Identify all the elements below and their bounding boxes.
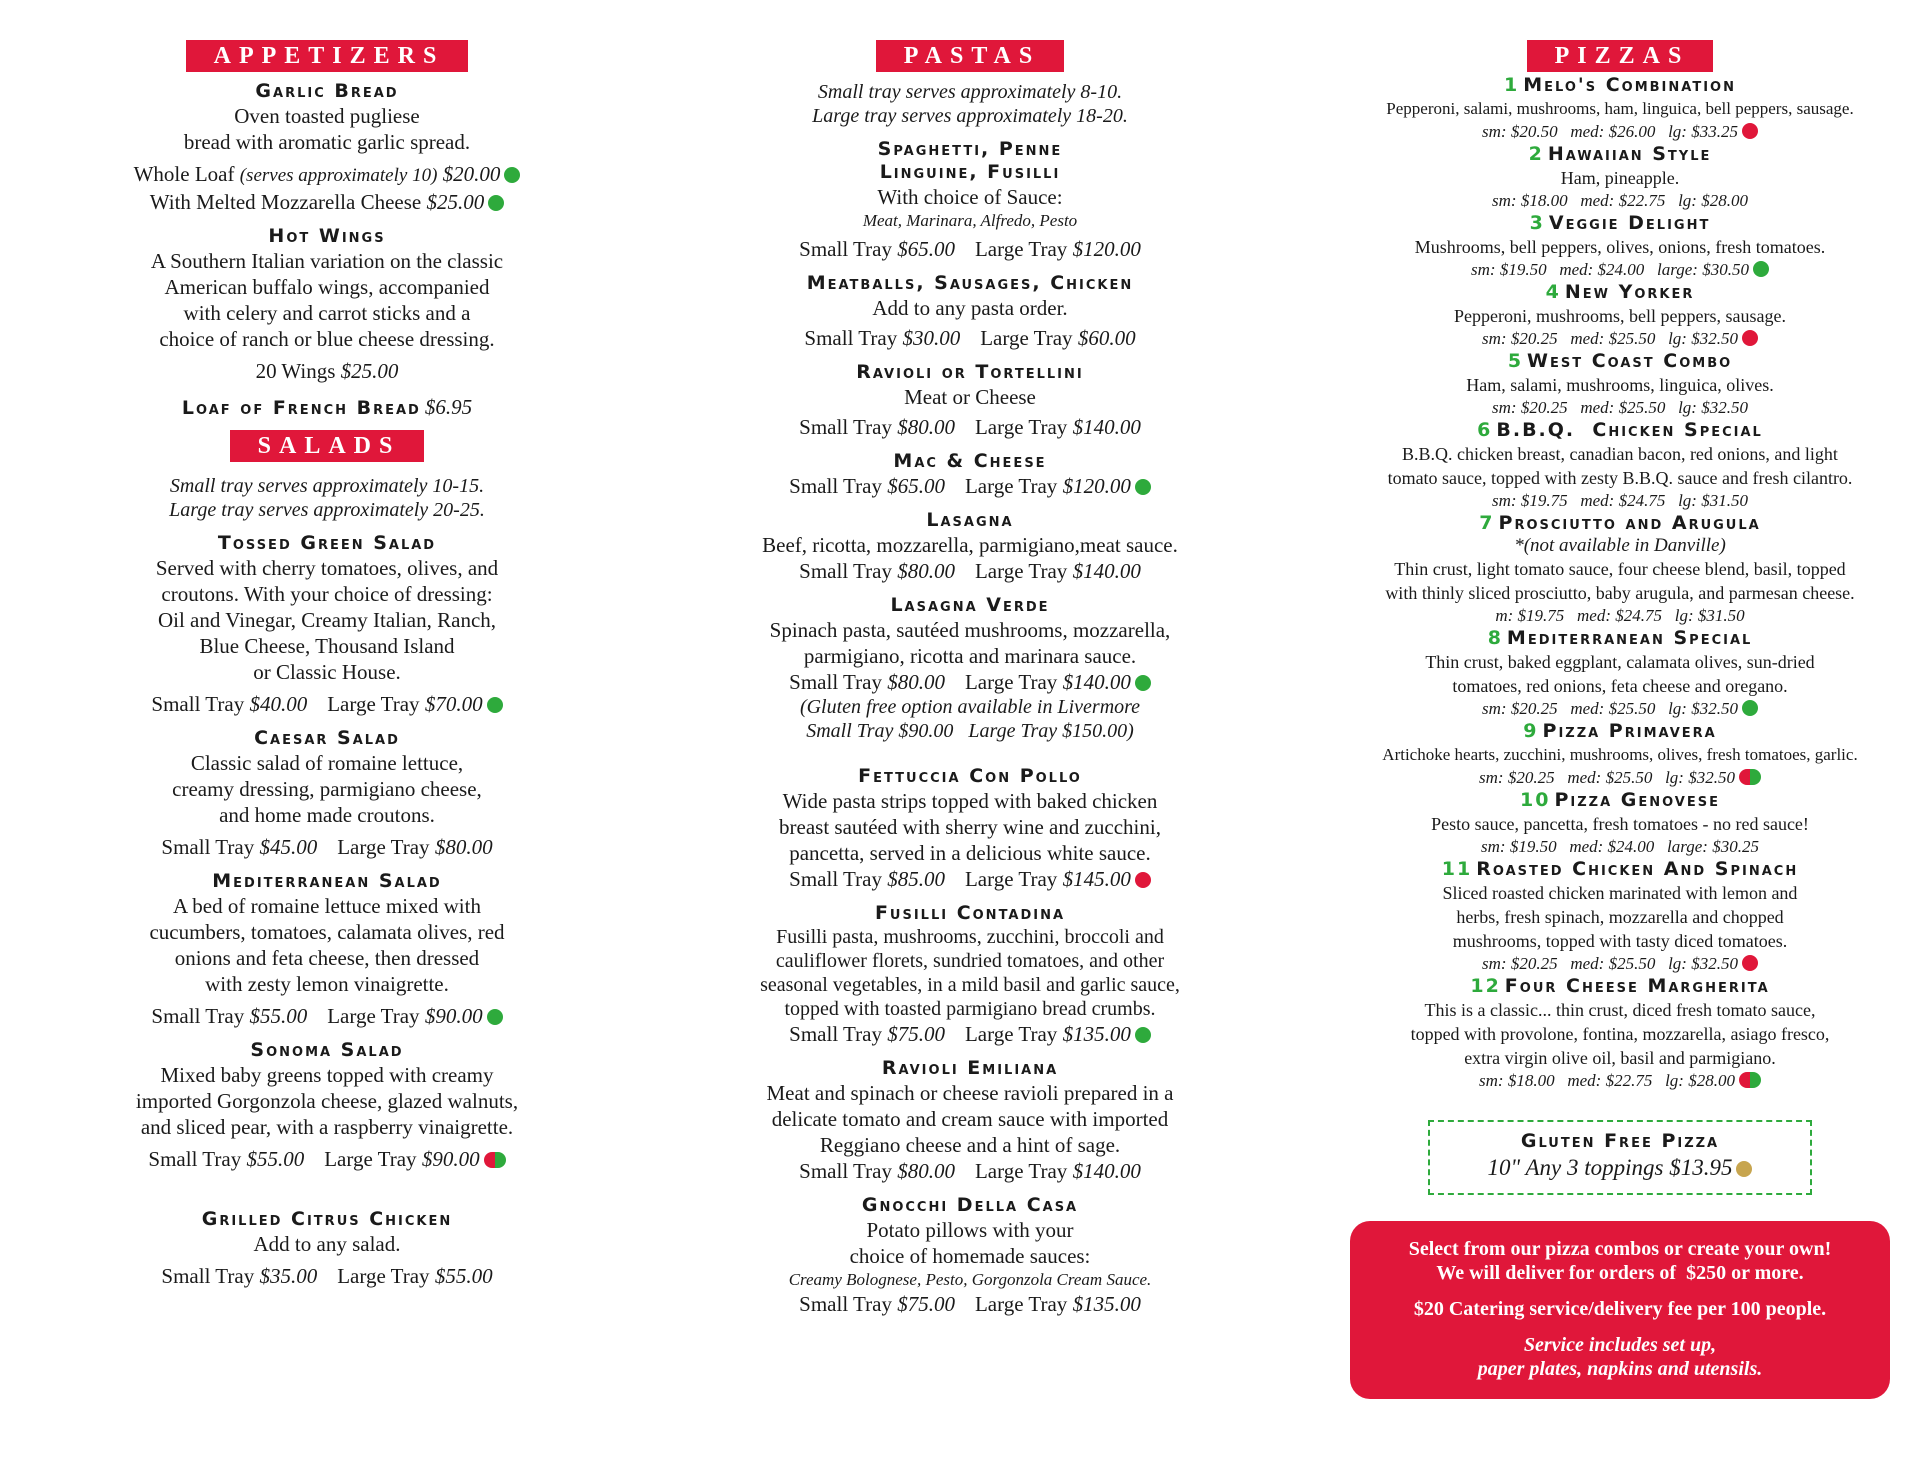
menu-item-lasagna [720,509,1220,584]
red-green-dot-icon [1739,1072,1761,1088]
menu-item-lasagna-verde [720,594,1220,743]
large-tray-label: Large Tray [964,867,1058,891]
item-title: Mac & Cheese [893,450,1047,472]
price-value: $140.00 [1072,559,1141,583]
price-value: $120.00 [1072,237,1141,261]
price-value: $70.00 [424,692,483,716]
pizza-item-11 [1350,858,1890,975]
price-value: $90.00 [421,1147,480,1171]
large-tray-label: Large Tray [964,1022,1058,1046]
price-line: sm: $18.00 med: $22.75 lg: $28.00 [1479,1071,1735,1090]
price-value: $6.95 [424,395,473,419]
price-value: $65.00 [887,474,945,498]
pizza-item-5 [1350,350,1890,419]
price-line [720,473,1220,499]
item-desc: topped with provolone, fontina, mozzarella, asiago fresco, [1410,1024,1830,1044]
cta-text: Service includes set up, [1523,1334,1717,1356]
item-title: Melo's Combination [1523,74,1736,96]
item-desc: Served with cherry tomatoes, olives, and [155,556,499,580]
price-line: m: $19.75 med: $24.75 lg: $31.50 [1495,606,1745,625]
item-title: B.B.Q. Chicken Special [1496,419,1763,441]
item-title: Roasted Chicken And Spinach [1476,858,1799,880]
price-value: $55.00 [249,1004,308,1028]
item-desc: American buffalo wings, accompanied [164,275,490,299]
pizza-item-4 [1350,281,1890,350]
item-desc: Ham, pineapple. [1560,168,1680,188]
small-tray-label: Small Tray [151,692,245,716]
item-desc: Spinach pasta, sautéed mushrooms, mozzarella, [769,618,1171,642]
item-desc: cucumbers, tomatoes, calamata olives, red [149,920,505,944]
price-line [720,1291,1220,1317]
item-desc: Fusilli pasta, mushrooms, zucchini, broccoli and [776,926,1164,948]
item-desc: Thin crust, baked eggplant, calamata olives, sun-dried [1425,652,1815,672]
item-desc: Meat or Cheese [904,385,1036,409]
price-value: $90.00 [424,1004,483,1028]
item-desc: and sliced pear, with a raspberry vinaigrette. [140,1115,514,1139]
menu-item-grilled-citrus-chicken [88,1208,566,1289]
item-title: Gluten Free Pizza [1520,1130,1720,1152]
item-desc: breast sautéed with sherry wine and zucchini, [779,815,1161,839]
pizza-item-1 [1350,74,1890,143]
small-tray-label: Small Tray [161,1264,255,1288]
item-desc: Pepperoni, salami, mushrooms, ham, linguica, bell peppers, sausage. [1386,99,1854,118]
item-desc: Ham, salami, mushrooms, linguica, olives. [1466,375,1774,395]
green-dot-icon [1753,261,1769,277]
item-desc: or Classic House. [253,660,401,684]
pizzas-banner: PIZZAS [1527,40,1714,72]
price-value: $80.00 [897,559,955,583]
item-title: Hawaiian Style [1547,143,1712,165]
item-desc: parmigiano, ricotta and marinara sauce. [803,644,1137,668]
item-desc: This is a classic... thin crust, diced fresh tomato sauce, [1424,1000,1816,1020]
price-value: $30.00 [902,326,961,350]
gluten-free-desc: 10" Any 3 toppings [1487,1155,1664,1180]
menu-item-french-bread [88,394,566,420]
small-tray-label: Small Tray [789,670,882,694]
item-desc: and home made croutons. [219,803,435,827]
pizza-item-8 [1350,627,1890,720]
price-line [720,236,1220,262]
item-desc: Blue Cheese, Thousand Island [199,634,455,658]
item-desc: B.B.Q. chicken breast, canadian bacon, red onions, and light [1402,444,1838,464]
price-line: sm: $20.50 med: $26.00 lg: $33.25 [1482,122,1738,141]
price-line [88,358,566,384]
pizza-number: 7 [1479,512,1495,534]
menu-item-spaghetti [720,138,1220,262]
price-value: $140.00 [1072,415,1141,439]
cta-text: $20 Catering service/delivery fee per 100 people. [1413,1298,1827,1320]
small-tray-label: Small Tray [161,835,255,859]
item-desc: croutons. With your choice of dressing: [161,582,493,606]
item-desc: Artichoke hearts, zucchini, mushrooms, olives, fresh tomatoes, garlic. [1382,745,1858,764]
item-desc: tomatoes, red onions, feta cheese and oregano. [1452,676,1788,696]
item-desc: Add to any pasta order. [872,296,1068,320]
price-line: sm: $20.25 med: $25.50 lg: $32.50 [1482,329,1738,348]
item-desc: topped with toasted parmigiano bread crumbs. [784,998,1156,1020]
price-label: 20 Wings [255,359,336,383]
cta-text: We will deliver for orders of $250 or more. [1436,1262,1804,1284]
price-value: $40.00 [249,692,308,716]
price-value: $55.00 [246,1147,305,1171]
price-value: $55.00 [434,1264,493,1288]
tray-note: Small tray serves approximately 10-15. [169,475,485,497]
red-dot-icon [1742,330,1758,346]
small-tray-label: Small Tray [799,559,892,583]
red-green-dot-icon [484,1152,506,1168]
menu-item-hot-wings [88,225,566,384]
catering-info-box [1350,1221,1890,1399]
item-desc: Meat and spinach or cheese ravioli prepared in a [766,1081,1174,1105]
price-line [88,1263,566,1289]
item-title: Sonoma Salad [250,1039,404,1061]
price-value: $45.00 [259,835,318,859]
menu-item-mediterranean-salad [88,870,566,1029]
item-title: Mediterranean Special [1506,627,1753,649]
menu-item-meatballs [720,272,1220,351]
item-desc: Pepperoni, mushrooms, bell peppers, sausage. [1454,306,1786,326]
small-tray-label: Small Tray [799,1159,892,1183]
menu-item-fusilli-contadina [720,902,1220,1047]
item-desc: herbs, fresh spinach, mozzarella and chopped [1456,907,1784,927]
salads-banner: SALADS [230,430,425,462]
large-tray-label: Large Tray [327,692,420,716]
menu-item-garlic-bread [88,80,566,215]
price-value: $145.00 [1062,867,1131,891]
item-desc: Reggiano cheese and a hint of sage. [819,1133,1121,1157]
small-tray-label: Small Tray [789,867,882,891]
item-title: Spaghetti, Penne [877,138,1063,160]
menu-item-ravioli-emiliana [720,1057,1220,1184]
item-desc: Oil and Vinegar, Creamy Italian, Ranch, [157,608,497,632]
large-tray-label: Large Tray [974,1292,1068,1316]
large-tray-label: Large Tray [327,1004,420,1028]
price-line: sm: $20.25 med: $25.50 lg: $32.50 [1479,768,1735,787]
gluten-free-note: Small Tray $90.00 Large Tray $150.00) [806,720,1134,742]
green-dot-icon [487,1009,503,1025]
item-desc: Thin crust, light tomato sauce, four cheese blend, basil, topped [1394,559,1846,579]
price-line [720,1021,1220,1047]
item-desc: Mixed baby greens topped with creamy [160,1063,494,1087]
tray-note: Large tray serves approximately 18-20. [812,105,1128,127]
price-line [720,1158,1220,1184]
price-value: $25.00 [340,359,399,383]
large-tray-label: Large Tray [974,1159,1068,1183]
cta-text: paper plates, napkins and utensils. [1477,1358,1763,1380]
pizza-item-12 [1350,975,1890,1092]
price-value: $80.00 [887,670,945,694]
item-title: Caesar Salad [254,727,400,749]
menu-item-fettuccia-pollo [720,765,1220,892]
appetizers-banner: APPETIZERS [186,40,469,72]
large-tray-label: Large Tray [964,474,1058,498]
item-title: Fettuccia Con Pollo [858,765,1082,787]
price-value: $135.00 [1072,1292,1141,1316]
item-desc: A bed of romaine lettuce mixed with [173,894,481,918]
pizza-number: 12 [1470,975,1501,997]
price-line [720,414,1220,440]
right-column [1350,40,1890,1399]
pizza-item-10 [1350,789,1890,858]
menu-item-mac-cheese [720,450,1220,499]
price-line [720,669,1220,695]
item-desc: cauliflower florets, sundried tomatoes, and other [775,950,1165,972]
price-line [88,189,566,215]
item-note: *(not available in Danville) [1514,535,1726,556]
price-value: $80.00 [897,415,955,439]
item-title: New Yorker [1564,281,1695,303]
price-value: $65.00 [897,237,955,261]
large-tray-label: Large Tray [337,835,430,859]
item-desc: Mushrooms, bell peppers, olives, onions, fresh tomatoes. [1414,237,1826,257]
pizza-item-2 [1350,143,1890,212]
item-desc: Add to any salad. [253,1232,401,1256]
item-desc: extra virgin olive oil, basil and parmigiano. [1464,1048,1776,1068]
price-value: $20.00 [442,162,501,186]
item-desc: bread with aromatic garlic spread. [183,130,471,154]
item-title: Tossed Green Salad [217,532,437,554]
red-dot-icon [1742,123,1758,139]
price-line: sm: $19.50 med: $24.00 large: $30.50 [1471,260,1749,279]
item-title: Loaf of French Bread [181,397,421,419]
item-desc: Potato pillows with your [866,1218,1074,1242]
left-column [88,40,566,1289]
price-line: sm: $20.25 med: $25.50 lg: $32.50 [1482,699,1738,718]
item-title: Ravioli or Tortellini [856,361,1084,383]
pizza-item-7 [1350,512,1890,627]
green-dot-icon [488,195,504,211]
price-value: $140.00 [1062,670,1131,694]
item-desc: with celery and carrot sticks and a [183,301,471,325]
item-desc: onions and feta cheese, then dressed [174,946,480,970]
small-tray-label: Small Tray [799,415,892,439]
item-title: Four Cheese Margherita [1504,975,1770,997]
gold-dot-icon [1736,1161,1752,1177]
price-line: sm: $19.75 med: $24.75 lg: $31.50 [1492,491,1748,510]
pizza-item-9 [1350,720,1890,789]
item-desc: pancetta, served in a delicious white sauce. [789,841,1151,865]
pizza-number: 9 [1523,720,1539,742]
menu-item-tossed-salad [88,532,566,717]
green-dot-icon [1135,675,1151,691]
menu-item-caesar-salad [88,727,566,860]
item-desc: Classic salad of romaine lettuce, [190,751,464,775]
small-tray-label: Small Tray [148,1147,242,1171]
item-title: Meatballs, Sausages, Chicken [806,272,1134,294]
price-line: sm: $20.25 med: $25.50 lg: $32.50 [1492,398,1748,417]
pizza-item-3 [1350,212,1890,281]
large-tray-label: Large Tray [324,1147,417,1171]
large-tray-label: Large Tray [974,415,1068,439]
green-dot-icon [1742,700,1758,716]
item-desc: Beef, ricotta, mozzarella, parmigiano,meat sauce. [762,533,1178,557]
item-title: Hot Wings [268,225,386,247]
large-tray-label: Large Tray [974,559,1068,583]
pizza-number: 4 [1545,281,1561,303]
item-desc: seasonal vegetables, in a mild basil and garlic sauce, [760,974,1180,996]
red-dot-icon [1742,955,1758,971]
pizza-number: 8 [1487,627,1503,649]
item-title: Gnocchi Della Casa [861,1194,1079,1216]
item-desc: with zesty lemon vinaigrette. [205,972,449,996]
item-desc: choice of homemade sauces: [849,1244,1091,1268]
red-dot-icon [1135,872,1151,888]
price-note: (serves approximately 10) [239,165,438,186]
green-dot-icon [1135,479,1151,495]
item-desc: Creamy Bolognese, Pesto, Gorgonzola Cream Sauce. [788,1270,1152,1289]
price-line [88,1003,566,1029]
pizza-number: 6 [1477,419,1493,441]
item-desc: imported Gorgonzola cheese, glazed walnuts, [135,1089,519,1113]
green-dot-icon [504,167,520,183]
green-dot-icon [1135,1027,1151,1043]
item-title: Pizza Genovese [1554,789,1720,811]
item-desc: delicate tomato and cream sauce with imported [771,1107,1169,1131]
item-title: Linguine, Fusilli [879,161,1061,183]
small-tray-label: Small Tray [789,474,882,498]
menu-item-sonoma-salad [88,1039,566,1172]
pizza-number: 3 [1529,212,1545,234]
item-title: Pizza Primavera [1542,720,1717,742]
item-desc: mushrooms, topped with tasty diced tomatoes. [1452,931,1788,951]
gluten-free-pizza-box [1428,1120,1812,1195]
item-title: Ravioli Emiliana [881,1057,1059,1079]
large-tray-label: Large Tray [964,670,1058,694]
pizza-number: 2 [1528,143,1544,165]
item-title: Lasagna Verde [890,594,1050,616]
item-desc: Pesto sauce, pancetta, fresh tomatoes - no red sauce! [1431,814,1809,834]
small-tray-label: Small Tray [799,1292,892,1316]
price-line: sm: $20.25 med: $25.50 lg: $32.50 [1482,954,1738,973]
price-line [88,1146,566,1172]
item-title: Grilled Citrus Chicken [201,1208,453,1230]
price-value: $85.00 [887,867,945,891]
pastas-banner: PASTAS [876,40,1064,72]
price-line: sm: $18.00 med: $22.75 lg: $28.00 [1492,191,1748,210]
price-label: Whole Loaf [133,162,235,186]
gluten-free-note: (Gluten free option available in Livermore [799,696,1141,718]
pizza-number: 11 [1441,858,1473,880]
pizza-number: 5 [1507,350,1524,372]
item-desc: tomato sauce, topped with zesty B.B.Q. sauce and fresh cilantro. [1387,468,1853,488]
large-tray-label: Large Tray [974,237,1068,261]
price-value: $120.00 [1062,474,1131,498]
large-tray-label: Large Tray [337,1264,430,1288]
cta-text: Select from our pizza combos or create your own! [1408,1238,1832,1260]
tray-note: Small tray serves approximately 8-10. [817,81,1123,103]
pizza-item-6 [1350,419,1890,512]
item-desc: with thinly sliced prosciutto, baby arugula, and parmesan cheese. [1385,583,1855,603]
red-green-dot-icon [1739,769,1761,785]
price-label: With Melted Mozzarella Cheese [149,190,422,214]
price-value: $25.00 [426,190,485,214]
pizza-number: 1 [1504,74,1520,96]
middle-column [720,40,1220,1317]
item-title: West Coast Combo [1527,350,1733,372]
item-title: Fusilli Contadina [874,902,1066,924]
item-desc: Sliced roasted chicken marinated with lemon and [1442,883,1798,903]
price-line [88,161,566,189]
price-value: $140.00 [1072,1159,1141,1183]
price-line: sm: $19.50 med: $24.00 large: $30.25 [1481,837,1759,856]
pizza-number: 10 [1520,789,1551,811]
item-title: Lasagna [926,509,1014,531]
small-tray-label: Small Tray [799,237,892,261]
price-value: $60.00 [1077,326,1136,350]
item-desc: creamy dressing, parmigiano cheese, [172,777,482,801]
price-value: $75.00 [887,1022,945,1046]
item-desc: Oven toasted pugliese [234,104,420,128]
price-value: $13.95 [1669,1155,1733,1180]
small-tray-label: Small Tray [804,326,898,350]
tray-note: Large tray serves approximately 20-25. [169,499,485,521]
item-title: Mediterranean Salad [212,870,442,892]
item-desc: choice of ranch or blue cheese dressing. [159,327,495,351]
item-title: Prosciutto and Arugula [1498,512,1761,534]
price-line [88,691,566,717]
price-line [720,866,1220,892]
item-desc: With choice of Sauce: [877,185,1063,209]
small-tray-label: Small Tray [789,1022,882,1046]
menu-item-ravioli-tortellini [720,361,1220,440]
large-tray-label: Large Tray [980,326,1073,350]
item-desc: Wide pasta strips topped with baked chicken [782,789,1158,813]
price-value: $135.00 [1062,1022,1131,1046]
item-title: Garlic Bread [255,80,399,102]
item-title: Veggie Delight [1548,212,1711,234]
price-value: $75.00 [897,1292,955,1316]
price-value: $80.00 [434,835,493,859]
price-line [720,558,1220,584]
price-value: $80.00 [897,1159,955,1183]
price-line [88,834,566,860]
menu-item-gnocchi [720,1194,1220,1317]
green-dot-icon [487,697,503,713]
item-desc: Meat, Marinara, Alfredo, Pesto [862,211,1078,230]
item-desc: A Southern Italian variation on the classic [150,249,504,273]
price-value: $35.00 [259,1264,318,1288]
small-tray-label: Small Tray [151,1004,245,1028]
price-line [720,325,1220,351]
